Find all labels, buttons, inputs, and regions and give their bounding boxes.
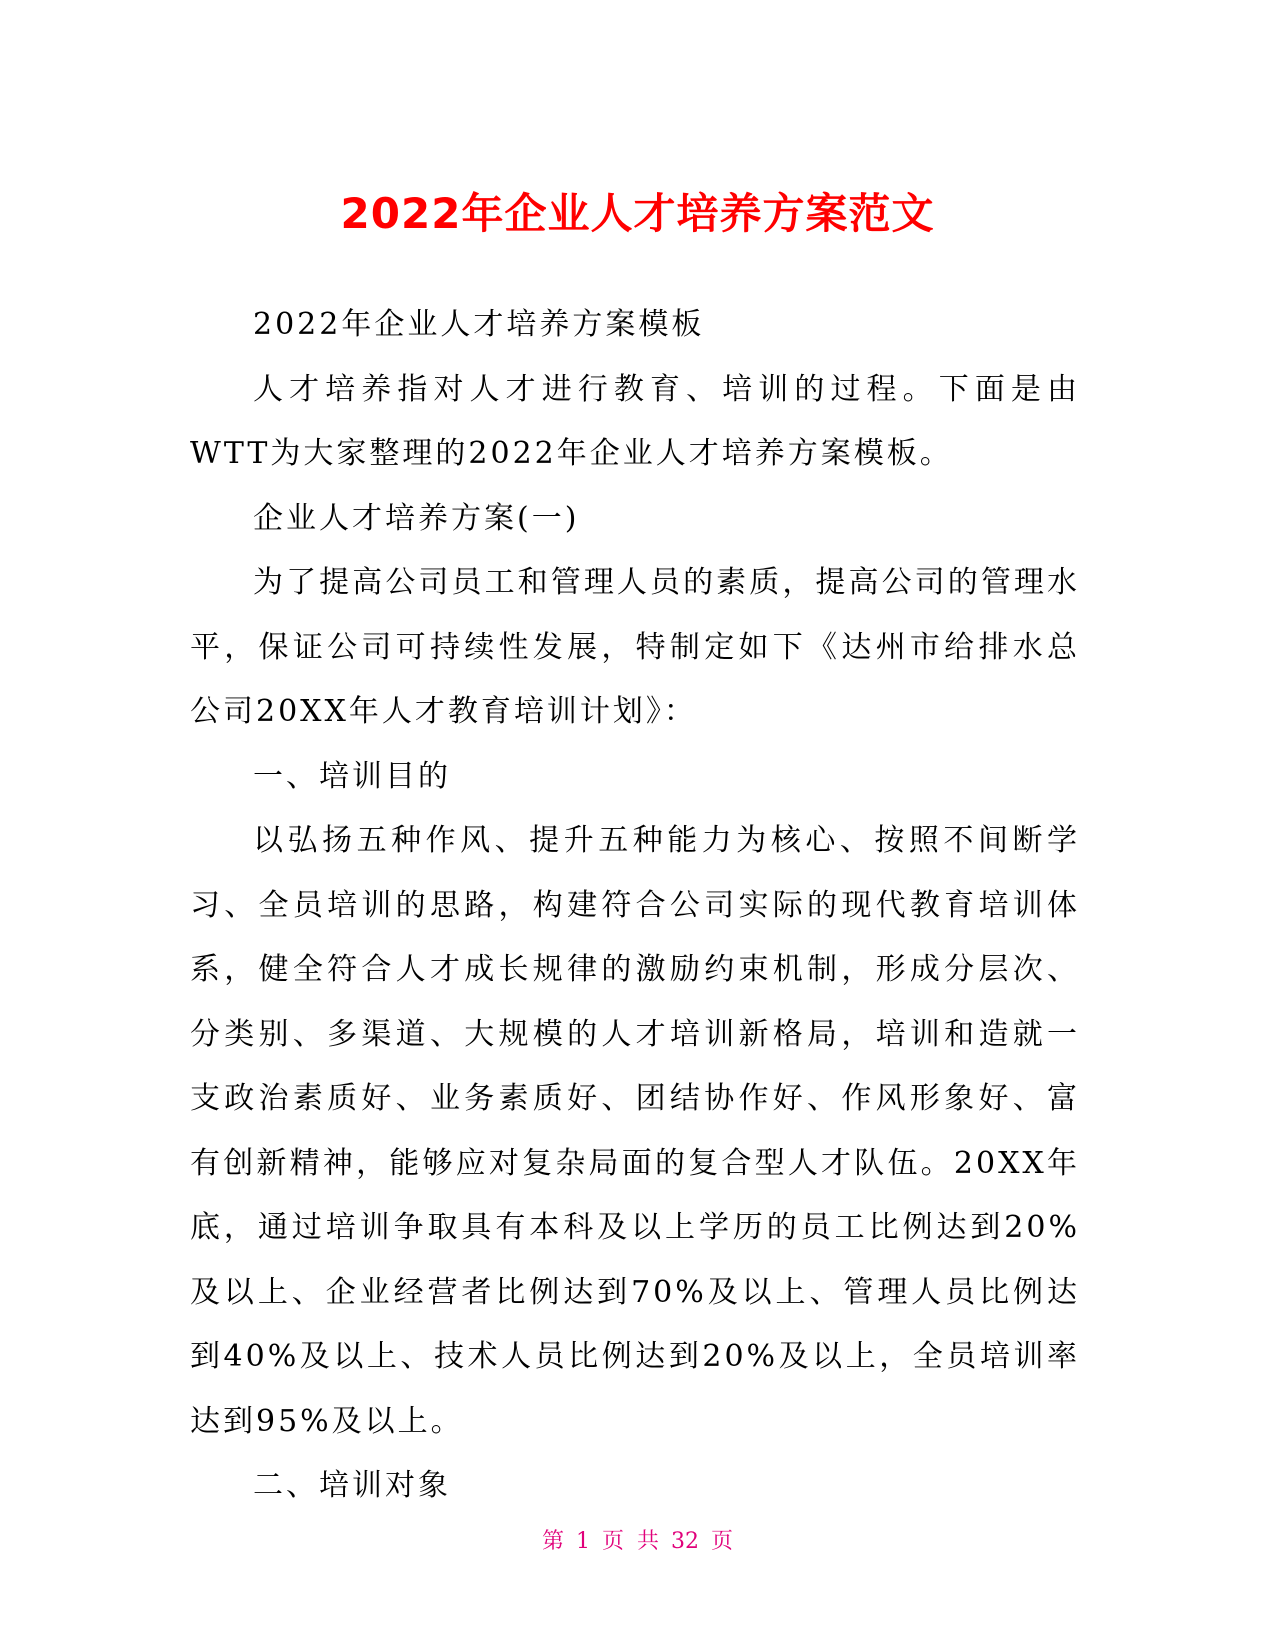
paragraph-training-goal: 以弘扬五种作风、提升五种能力为核心、按照不间断学习、全员培训的思路，构建符合公司实际的现代教育培训体系，健全符合人才成长规律的激励约束机制，形成分层次、分类别、多渠道、大规模的人才培训新格局，培训和造就一支政治素质好、业务素质好、团结协作好、作风形象好、富有创新精神，能够应对复杂局面的复合型人才队伍。20XX年底，通过培训争取具有本科及以上学历的员工比例达到20%及以上、企业经营者比例达到70%及以上、管理人员比例达到40%及以上、技术人员比例达到20%及以上，全员培训率达到95%及以上。: [190, 823, 1080, 1439]
paragraph-heading-training-goal: 一、培训目的: [253, 758, 451, 794]
document-body: [190, 293, 1080, 1519]
footer-middle: 页 共: [602, 1529, 659, 1554]
footer-suffix: 页: [711, 1529, 734, 1554]
footer-current-page: 1: [576, 1529, 590, 1554]
document-title: 2022年企业人才培养方案范文: [340, 189, 935, 239]
paragraph-purpose-statement: 为了提高公司员工和管理人员的素质，提高公司的管理水平，保证公司可持续性发展，特制定如下《达州市给排水总公司20XX年人才教育培训计划》：: [190, 565, 1080, 729]
footer-total-pages: 32: [671, 1529, 699, 1554]
paragraph-subtitle: 2022年企业人才培养方案模板: [253, 307, 705, 342]
footer-prefix: 第: [541, 1529, 564, 1554]
paragraph-heading-training-target: 二、培训对象: [253, 1468, 451, 1503]
page-footer: [0, 1527, 1275, 1557]
paragraph-intro: 人才培养指对人才进行教育、培训的过程。下面是由WTT为大家整理的2022年企业人才培养方案模板。: [190, 371, 1080, 471]
paragraph-section-heading: 企业人才培养方案(一): [253, 500, 580, 536]
